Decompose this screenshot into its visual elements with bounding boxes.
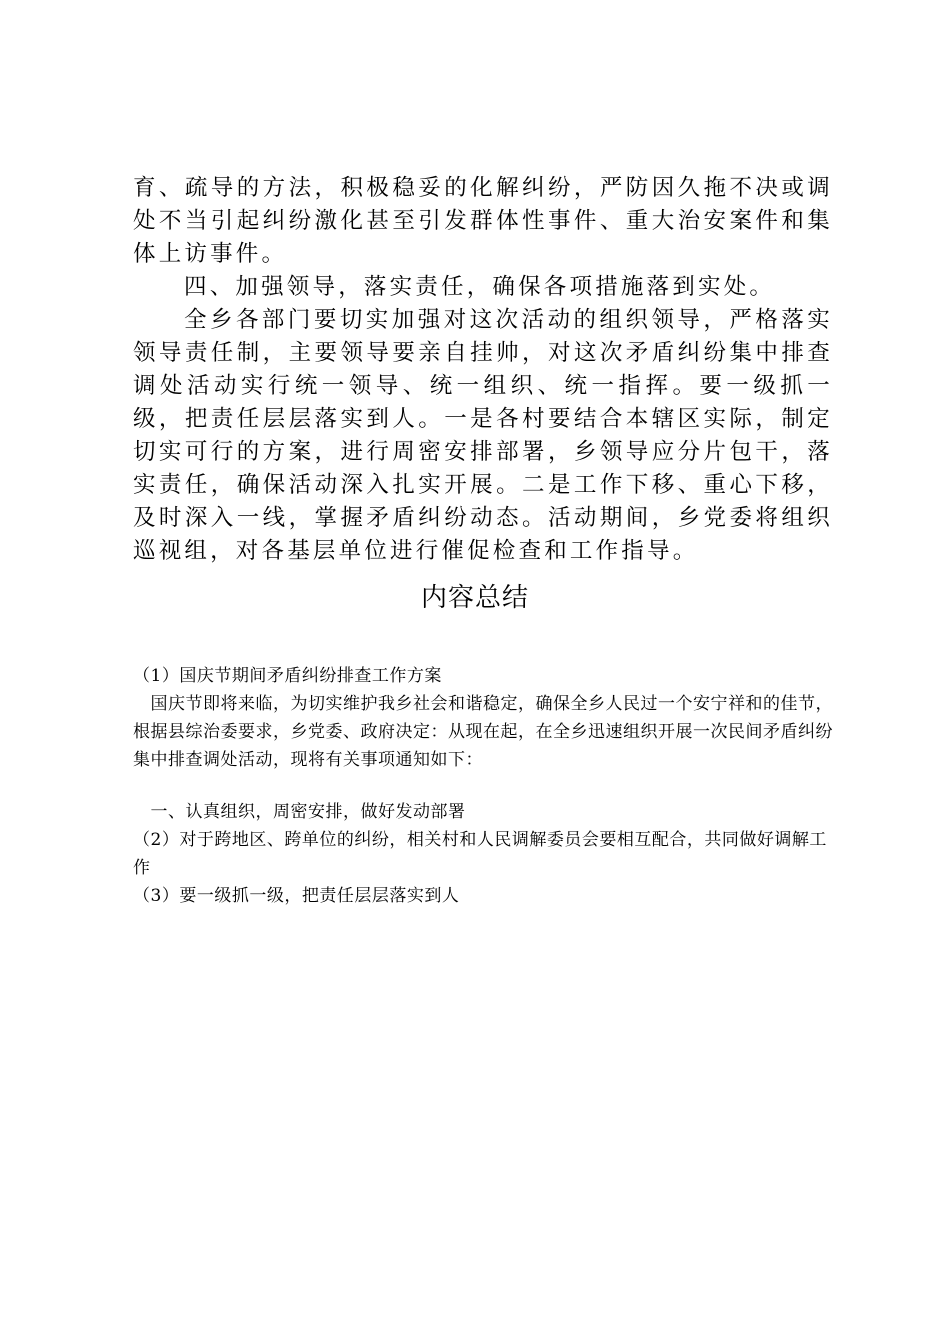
summary-title: 内容总结	[420, 583, 529, 613]
summary-item-1: （1）国庆节期间矛盾纠纷排查工作方案	[133, 666, 442, 686]
summary-item-3: （3）要一级抓一级，把责任层层落实到人	[133, 886, 460, 906]
section-heading-four: 四、加强领导，落实责任，确保各项措施落到实处。	[184, 274, 776, 300]
paragraph-continuation: 育、疏导的方法，积极稳妥的化解纠纷，严防因久拖不决或调处不当引起纠纷激化甚至引发群体性事件、重大治安案件和集体上访事件。	[133, 175, 833, 267]
summary-body	[133, 662, 833, 910]
main-body-text	[133, 172, 833, 568]
summary-section-1: 一、认真组织，周密安排，做好发动部署	[133, 802, 466, 822]
summary-spacer	[133, 774, 833, 798]
paragraph-leadership: 全乡各部门要切实加强对这次活动的组织领导，严格落实领导责任制，主要领导要亲自挂帅，对这次矛盾纠纷集中排查调处活动实行统一领导、统一组织、统一指挥。要一级抓一级，把责任层层落实到人。一是各村要结合本辖区实际，制定切实可行的方案，进行周密安排部署，乡领导应分片包干，落实责任，确保活动深入扎实开展。二是工作下移、重心下移，及时深入一线，掌握矛盾纠纷动态。活动期间，乡党委将组织巡视组，对各基层单位进行催促检查和工作指导。	[133, 307, 833, 564]
summary-item-1-body: 国庆节即将来临，为切实维护我乡社会和谐稳定，确保全乡人民过一个安宁祥和的佳节，根据县综治委要求，乡党委、政府决定：从现在起，在全乡迅速组织开展一次民间矛盾纠纷集中排查调处活动，现将有关事项通知如下：	[133, 694, 833, 770]
summary-item-2: （2）对于跨地区、跨单位的纠纷，相关村和人民调解委员会要相互配合，共同做好调解工作	[133, 830, 827, 878]
